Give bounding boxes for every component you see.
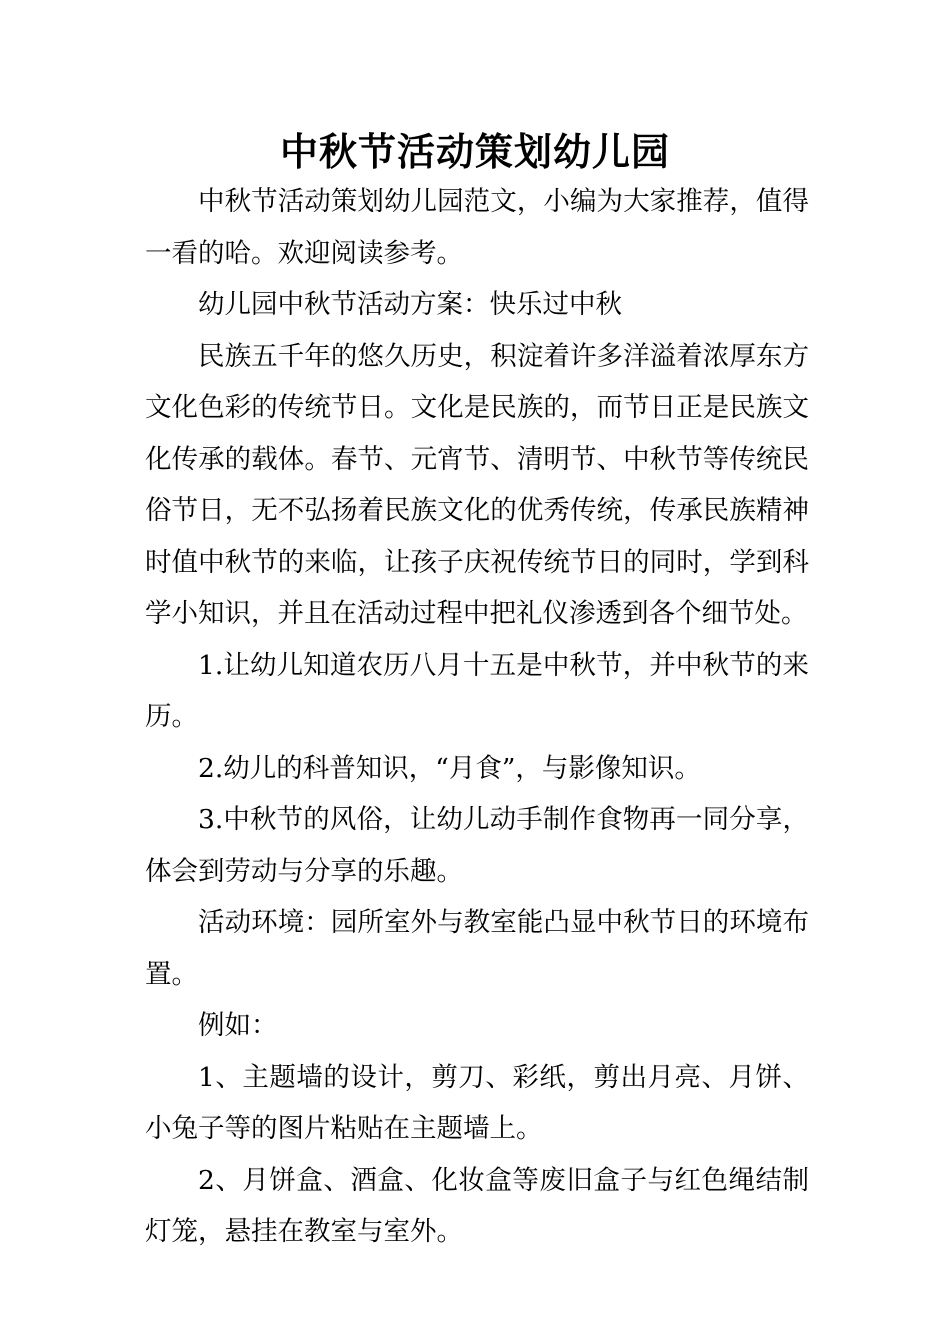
- paragraph-plan-heading: 幼儿园中秋节活动方案：快乐过中秋: [198, 289, 622, 320]
- paragraph-example-1: 1、主题墙的设计，剪刀、彩纸，剪出月亮、月饼、小兔子等的图片粘贴在主题墙上。: [145, 1061, 809, 1144]
- document-body: [145, 176, 809, 1258]
- paragraph-background: 民族五千年的悠久历史，积淀着许多洋溢着浓厚东方文化色彩的传统节日。文化是民族的，而节日正是民族文化传承的载体。春节、元宵节、清明节、中秋节等传统民俗节日，无不弘扬着民族文化的优秀传统，传承民族精神时值中秋节的来临，让孩子庆祝传统节日的同时，学到科学小知识，并且在活动过程中把礼仪渗透到各个细节处。: [145, 340, 809, 629]
- paragraph-intro: 中秋节活动策划幼儿园范文，小编为大家推荐，值得一看的哈。欢迎阅读参考。: [145, 186, 809, 269]
- document-title: 中秋节活动策划幼儿园: [279, 129, 670, 174]
- paragraph-goal-3: 3.中秋节的风俗，让幼儿动手制作食物再一同分享，体会到劳动与分享的乐趣。: [145, 804, 809, 887]
- paragraph-example-label: 例如：: [198, 1010, 278, 1041]
- paragraph-goal-1: 1.让幼儿知道农历八月十五是中秋节，并中秋节的来历。: [145, 649, 809, 732]
- paragraph-example-2: 2、月饼盒、酒盒、化妆盒等废旧盒子与红色绳结制灯笼，悬挂在教室与室外。: [145, 1164, 809, 1247]
- paragraph-environment: 活动环境：园所室外与教室能凸显中秋节日的环境布置。: [145, 907, 809, 990]
- paragraph-goal-2: 2.幼儿的科普知识，“月食”，与影像知识。: [198, 752, 701, 784]
